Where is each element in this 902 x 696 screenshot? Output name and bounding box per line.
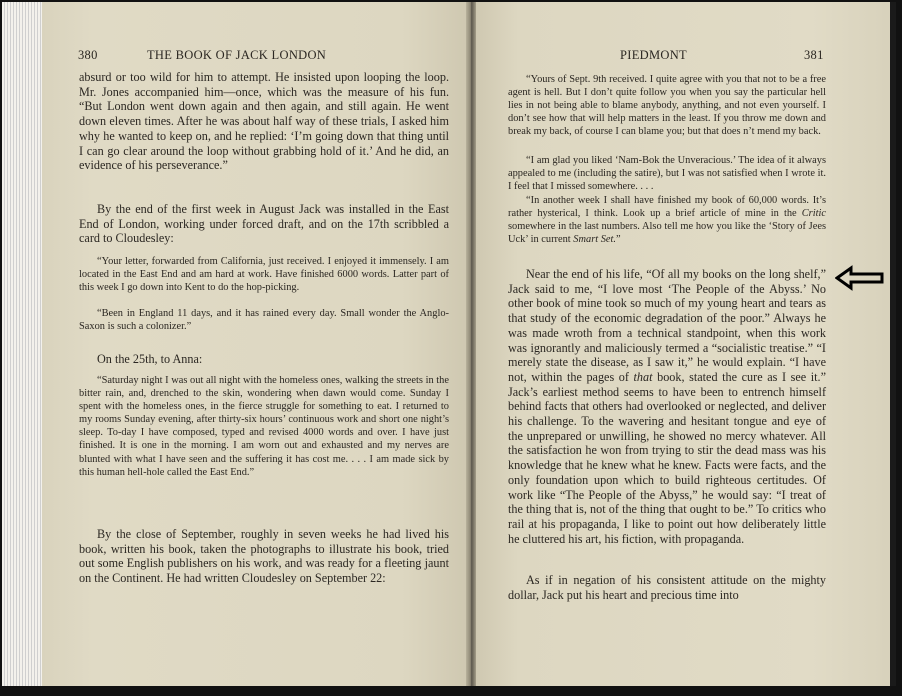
page-right-edge	[890, 2, 896, 686]
left-paragraph-4: By the close of September, roughly in seven weeks he had lived his book, written his book, taken the photographs to illustrate his book, tried out some English publishers on his work, and was ready for a fleeting jaunt on the Continent. He had written Cloudesley on September 22:	[79, 527, 449, 586]
left-quote-1: “Your letter, forwarded from California, just received. I enjoyed it immensely. I am located in the East End and am hard at work. Have finished 6000 words. Latter part of this week I go down into Kent to do the hop-picking.	[79, 256, 449, 294]
left-arrow-icon	[835, 265, 885, 291]
right-paragraph-2: As if in negation of his consistent attitude on the mighty dollar, Jack put his heart and precious time into	[508, 573, 826, 602]
left-paragraph-3: On the 25th, to Anna:	[97, 352, 203, 366]
page-edges	[2, 2, 42, 686]
book-spread	[2, 2, 896, 686]
left-running-head: THE BOOK OF JACK LONDON	[147, 48, 327, 62]
right-quote-3: “In another week I shall have finished my book of 60,000 words. It’s rather hysterical, I think. Look up a brief article of mine in the Critic somewhere in the last numbers. Also tell me how you like the ‘Story of Jees Uck’ in current Smart Set.”	[508, 195, 826, 246]
left-paragraph-1: absurd or too wild for him to attempt. He insisted upon looping the loop. Mr. Jones accompanied him—once, which was the measure of his fun. “But London went down again and then again, and still again. He went down eleven times. After he was about half way of these trials, I asked him why he wanted to keep on, and he replied: ‘I’m going down that thing until I can go clear around the loop without grabbing hold of it.’ And he did, an evidence of his perseverance.”	[79, 70, 449, 173]
right-quote-2: “I am glad you liked ‘Nam-Bok the Unveracious.’ The idea of it always appealed to me (including the satire), but I was not satisfied when I wrote it. I feel that I missed somewhere. . . .	[508, 155, 826, 193]
left-paragraph-2: By the end of the first week in August Jack was installed in the East End of London, working under forced draft, and on the 17th scribbled a card to Cloudesley:	[79, 202, 449, 246]
left-page	[42, 2, 466, 686]
right-running-head: PIEDMONT	[620, 48, 687, 62]
right-page-number: 381	[804, 48, 824, 62]
left-quote-3: “Saturday night I was out all night with the homeless ones, walking the streets in the bitter rain, and, drenched to the skin, wondering when dawn would come. Sunday I spent with the homeless ones, in the fierce struggle for something to eat. I returned to my rooms Sunday evening, after thirty-six hours’ continuous work and short one night’s sleep. To-day I have composed, typed and revised 4000 words and over. I have just finished. It is one in the morning. I am worn out and exhausted and my nerves are blunted with what I have seen and the suffering it has cost me. . . . I am made sick by this human hell-hole called the East End.”	[79, 375, 449, 478]
right-paragraph-1: Near the end of his life, “Of all my books on the long shelf,” Jack said to me, “I love most ‘The People of the Abyss.’ No other book of mine took so much of my young heart and tears as that study of the economic degradation of the poor.” Always he was made wroth from a technical standpoint, when this work was ignorantly and maliciously termed a “socialistic treatise.” “I merely state the disease, as I saw it,” he would explain. “I have not, within the pages of that book, stated the cure as I see it.” Jack’s earliest method seems to have been to entrench himself behind facts that others had overlooked or neglected, and deliver his challenge. To the wavering and hesitant tongue and eye of the unprepared or unwilling, he showed no mercy whatever. All the satisfaction he won from trying to stir the dead mass was his knowledge that he knew what he knew. Facts were facts, and the only foundation upon which to build righteous certitudes. Of work like “The People of the Abyss,” he would say: “I treat of the thing that is, not of the thing that ought to be.” To critics who rail at his propaganda, I like to point out how deliberately little he cluttered his art, his fiction, with propaganda.	[508, 267, 826, 546]
left-quote-2: “Been in England 11 days, and it has rained every day. Small wonder the Anglo-Saxon is such a colonizer.”	[79, 308, 449, 333]
right-quote-1: “Yours of Sept. 9th received. I quite agree with you that not to be a free agent is hell. But I don’t quite follow you when you say the particular hell lies in not being able to blame anybody, anything, and not even yourself. I don’t see how that will help matters in the least. If you throw me down and break my back, of course I can blame you; but that does n’t mend my back.	[508, 74, 826, 138]
book-gutter	[466, 2, 476, 686]
left-page-number: 380	[78, 48, 98, 62]
right-page	[476, 2, 896, 686]
